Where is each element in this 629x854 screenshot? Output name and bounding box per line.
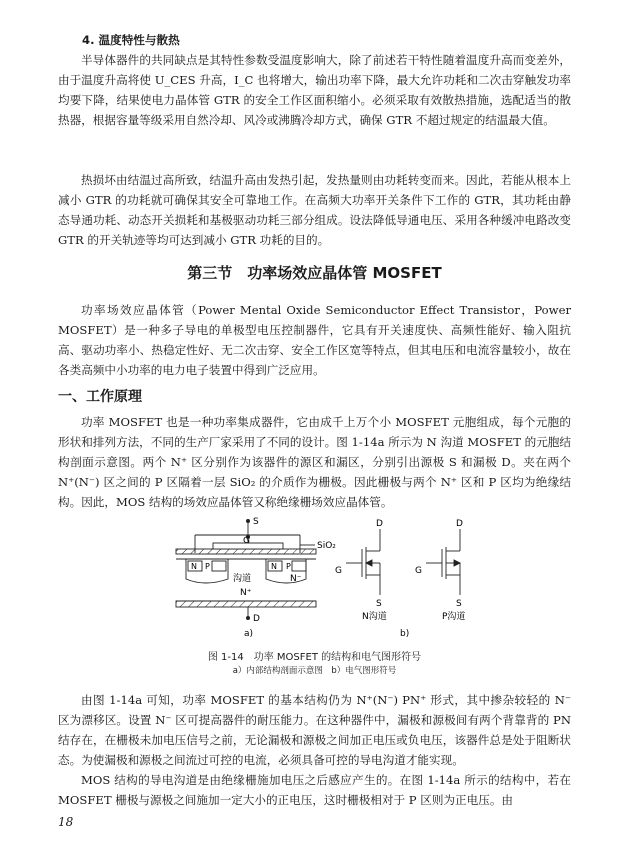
label-sub-b: b) (400, 629, 410, 639)
n-label-d: D (376, 519, 383, 529)
n-label-g: G (335, 566, 342, 576)
label-p-right: P (286, 562, 291, 571)
paragraph-principle-1: 功率 MOSFET 也是一种功率集成器件，它由成千上万个小 MOSFET 元胞组成，每个元胞的形状和排列方法，不同的生产厂家采用了不同的设计。图 1-14a 所示为 N 沟道 MOSFET 的元胞结构剖面示意图。两个 N⁺ 区分别作为该器件的源区和漏区，分别引出源极 S 和漏极 D。夹在两个 N⁺(N⁻) 区之间的 P 区隔着一层 SiO₂ 的介质作为栅极。因此栅极与两个 N⁺ 区和 P 区均为绝缘结构。因此，MOS 结构的场效应晶体管又称绝缘栅场效应晶体管。 (58, 415, 571, 509)
label-n-right: N (271, 562, 277, 571)
label-g: G (243, 536, 250, 546)
label-p-left: P (205, 562, 210, 571)
figure-caption: 图 1-14 功率 MOSFET 的结构和电气图形符号 (207, 652, 422, 663)
p-label-d: D (456, 519, 463, 529)
n-channel-symbol (346, 529, 380, 595)
label-n-channel: N沟道 (362, 612, 387, 622)
paragraph-principle-3: MOS 结构的导电沟道是由绝缘栅施加电压之后感应产生的。在图 1-14a 所示的结构中，若在 MOSFET 栅极与源极之间施加一定大小的正电压，这时栅极相对于 P 区则为正电压。由 (58, 773, 571, 807)
section-title: 第三节 功率场效应晶体管 MOSFET (187, 264, 442, 282)
p-label-g: G (415, 566, 422, 576)
drain-terminal-dot (246, 616, 250, 620)
paragraph-heat-damage: 热损坏由结温过高所致，结温升高由发热引起，发热量则由功耗转变而来。因此，若能从根本上减小 GTR 的功耗就可确保其安全可靠地工作。在高频大功率开关条件下工作的 GTR，其功耗由静态导通功耗、动态开关损耗和基极驱动功耗三部分组成。设法降低导通电压、采用各种缓冲电路改变 GTR 的开关轨迹等均可达到减小 GTR 功耗的目的。 (58, 173, 571, 247)
paragraph-mosfet-intro: 功率场效应晶体管（Power Mental Oxide Semiconductor Effect Transistor，Power MOSFET）是一种多子导电的单极型电压控制器件，它具有开关速度快、高频性能好、输入阻抗高、驱动功率小、热稳定性好、无二次击穿、安全工作区宽等特点，但其电压和电流容量较小，故在各类高频中小功率的电力电子装置中得到广泛应用。 (58, 303, 571, 377)
p-channel-symbol (426, 529, 460, 595)
label-sio2: SiO₂ (317, 541, 336, 551)
label-n-left: N (191, 562, 197, 571)
figure-subcaption: a）内部结构剖面示意图 b）电气图形符号 (232, 666, 397, 676)
label-channel: 沟道 (233, 574, 252, 584)
page-number: 18 (58, 815, 74, 829)
subsection-heading: 4. 温度特性与散热 (82, 33, 180, 47)
label-p-channel: P沟道 (442, 612, 466, 622)
heading-working-principle: 一、工作原理 (58, 389, 142, 405)
paragraph-temperature: 半导体器件的共同缺点是其特性参数受温度影响大，除了前述若干特性随着温度升高而变差外，由于温度升高将使 U_CES 升高，I_C 也将增大，输出功率下降，最大允许功耗和二次击穿触发功率均要下降，结果使电力晶体管 GTR 的安全工作区面积缩小。必须采取有效散热措施，选配适当的散热器，根据容量等级采用自然冷却、风冷或沸腾冷却方式，确保 GTR 不超过规定的结温最大值。 (58, 53, 571, 127)
label-d: D (253, 614, 260, 624)
figure-mosfet (0, 515, 629, 665)
label-sub-a: a) (244, 629, 254, 639)
p-label-s: S (456, 599, 462, 609)
source-terminal-dot (246, 519, 250, 523)
label-n-plus: N⁺ (240, 588, 252, 598)
label-n-minus: N⁻ (290, 574, 302, 584)
label-s: S (253, 517, 259, 527)
n-label-s: S (376, 599, 382, 609)
paragraph-principle-2: 由图 1-14a 可知，功率 MOSFET 的基本结构仍为 N⁺(N⁻) PN⁺ 形式，其中掺杂较轻的 N⁻ 区为漂移区。设置 N⁻ 区可提高器件的耐压能力。在这种器件中，漏极和源极间有两个背靠背的 PN 结存在，在栅极未加电压信号之前，无论漏极和源极之间加正电压或负电压，该器件总是处于阻断状态。为使漏极和源极之间流过可控的电流，必须具备可控的导电沟道才能实现。 (58, 693, 571, 767)
